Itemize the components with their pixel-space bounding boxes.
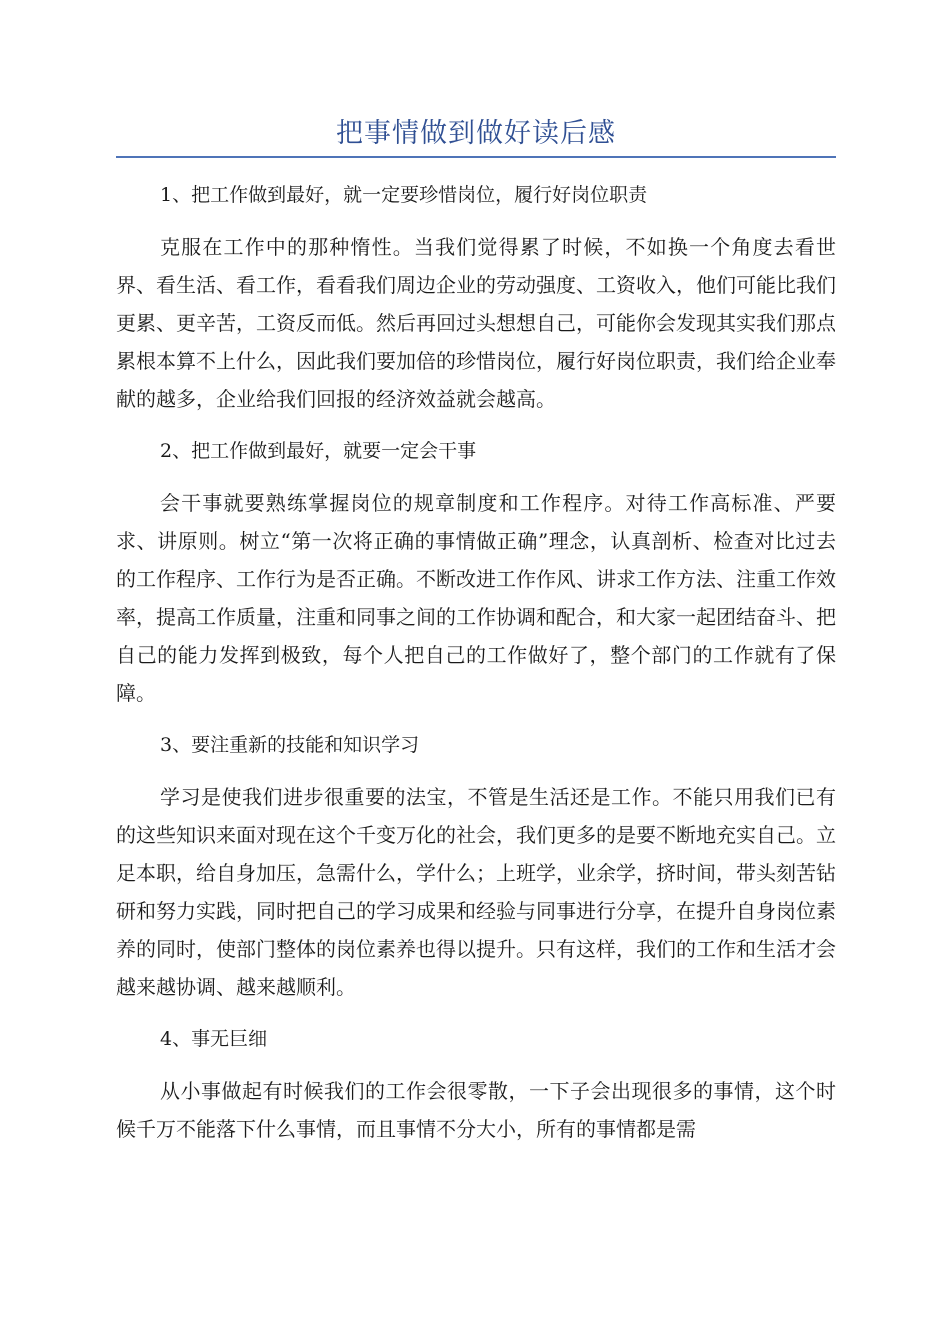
document-title: 把事情做到做好读后感 <box>336 118 616 149</box>
section-heading-4: 4、事无巨细 <box>160 1028 268 1050</box>
section-heading-1: 1、把工作做到最好，就一定要珍惜岗位，履行好岗位职责 <box>160 184 648 206</box>
title-underline <box>116 156 836 158</box>
section-body-4: 从小事做起有时候我们的工作会很零散，一下子会出现很多的事情，这个时候千万不能落下什么事情，而且事情不分大小，所有的事情都是需 <box>116 1079 836 1141</box>
section-body-3: 学习是使我们进步很重要的法宝，不管是生活还是工作。不能只用我们已有的这些知识来面对现在这个千变万化的社会，我们更多的是要不断地充实自己。立足本职，给自身加压，急需什么，学什么；上班学，业余学，挤时间，带头刻苦钻研和努力实践，同时把自己的学习成果和经验与同事进行分享，在提升自身岗位素养的同时，使部门整体的岗位素养也得以提升。只有这样，我们的工作和生活才会越来越协调、越来越顺利。 <box>116 785 836 999</box>
section-body-2: 会干事就要熟练掌握岗位的规章制度和工作程序。对待工作高标准、严要求、讲原则。树立“第一次将正确的事情做正确”理念，认真剖析、检查对比过去的工作程序、工作行为是否正确。不断改进工作作风、讲求工作方法、注重工作效率，提高工作质量，注重和同事之间的工作协调和配合，和大家一起团结奋斗、把自己的能力发挥到极致，每个人把自己的工作做好了，整个部门的工作就有了保障。 <box>116 491 836 705</box>
section-body-1: 克服在工作中的那种惰性。当我们觉得累了时候，不如换一个角度去看世界、看生活、看工作，看看我们周边企业的劳动强度、工资收入，他们可能比我们更累、更辛苦，工资反而低。然后再回过头想想自己，可能你会发现其实我们那点累根本算不上什么，因此我们要加倍的珍惜岗位，履行好岗位职责，我们给企业奉献的越多，企业给我们回报的经济效益就会越高。 <box>116 235 836 411</box>
section-heading-2: 2、把工作做到最好，就要一定会干事 <box>160 440 477 462</box>
document-body <box>116 176 836 1148</box>
section-heading-3: 3、要注重新的技能和知识学习 <box>160 734 420 756</box>
document-page <box>116 112 836 1162</box>
